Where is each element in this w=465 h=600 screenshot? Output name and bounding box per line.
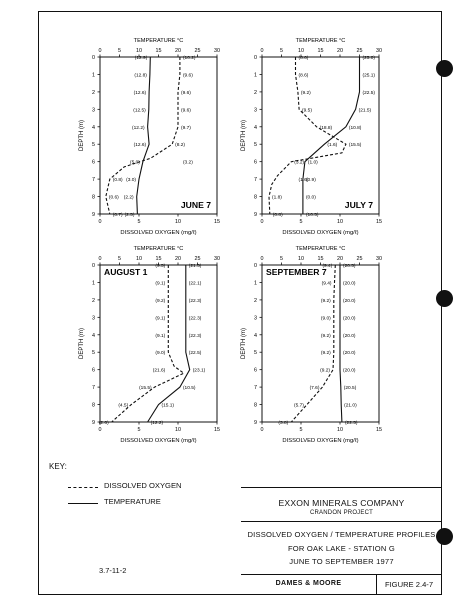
chart4-temperature-data-label: (20.0) — [343, 298, 356, 304]
key-temperature: TEMPERATURE — [104, 497, 161, 506]
chart4-depth-tick-label: 5 — [254, 350, 257, 357]
chart2-do-data-label: (9.5) — [302, 108, 312, 114]
chart1-temperature-tick-label: 15 — [155, 48, 162, 54]
chart2-depth-tick-label: 6 — [254, 159, 257, 166]
chart3-do-data-label: (9.1) — [155, 333, 166, 339]
chart3-temperature-tick-label: 0 — [98, 256, 102, 262]
chart3-plot-frame — [100, 265, 217, 422]
page-number: 3.7-11-2 — [99, 566, 127, 575]
chart3-temperature-tick-label: 30 — [214, 256, 220, 262]
chart2-depth-tick-label: 3 — [254, 107, 257, 114]
chart2-temperature-data-label: (0.0) — [305, 195, 316, 201]
chart4-temperature-tick-label: 15 — [317, 256, 324, 262]
figure-title-line2: FOR OAK LAKE - STATION G — [287, 544, 396, 553]
chart4-depth-axis-label: DEPTH (m) — [241, 328, 247, 359]
chart1-do-tick-label: 5 — [137, 219, 141, 225]
chart2-depth-tick-label: 7 — [254, 177, 257, 184]
chart1-do-axis-label: DISSOLVED OXYGEN (mg/ℓ) — [120, 230, 197, 236]
chart4-do-tick-label: 15 — [376, 427, 382, 433]
key-solid-line — [68, 503, 98, 504]
chart3-do-axis-label: DISSOLVED OXYGEN (mg/ℓ) — [120, 438, 197, 444]
chart2-depth-tick-label: 1 — [254, 72, 257, 79]
chart3-temperature-line — [148, 265, 190, 422]
chart4-depth-tick-label: 7 — [254, 385, 257, 392]
chart1-temperature-tick-label: 0 — [98, 48, 102, 54]
figure-title-line1: DISSOLVED OXYGEN / TEMPERATURE PROFILES — [247, 530, 436, 539]
chart4-do-data-label: (9.0) — [320, 316, 331, 322]
chart4-do-data-label: (9.2) — [320, 298, 331, 304]
chart3-depth-axis-label: DEPTH (m) — [79, 328, 85, 359]
chart2-do-data-label: (8.6) — [298, 73, 309, 79]
chart1-depth-axis-label: DEPTH (m) — [79, 120, 85, 151]
chart4-do-data-label: (9.2) — [320, 351, 331, 357]
chart1-depth-tick-label: 6 — [92, 159, 95, 166]
chart4-depth-tick-label: 0 — [254, 263, 257, 269]
chart2-do-data-label: (1.6) — [298, 178, 309, 184]
chart1-do-data-label: (8.2) — [175, 143, 186, 149]
chart2-temperature-data-label: (25.0) — [362, 56, 376, 61]
chart4-temperature-data-label: (20.0) — [343, 281, 356, 287]
chart2-do-axis-label: DISSOLVED OXYGEN (mg/ℓ) — [282, 230, 359, 236]
chart1-temperature-tick-label: 20 — [175, 48, 181, 54]
chart4-plot-frame — [262, 265, 379, 422]
chart3-depth-tick-label: 7 — [92, 385, 95, 392]
company-name: EXXON MINERALS COMPANY — [278, 498, 405, 508]
chart1-temperature-tick-label: 5 — [118, 48, 121, 54]
chart1-do-data-label: (9.6) — [182, 73, 193, 79]
chart4-temperature-data-label: (20.0) — [343, 368, 356, 374]
chart4-depth-tick-label: 6 — [254, 367, 257, 374]
chart1-temperature-data-label: (3.0) — [126, 178, 136, 184]
chart2-depth-tick-label: 0 — [254, 55, 257, 61]
chart3-do-tick-label: 5 — [137, 427, 141, 433]
chart1-depth-tick-label: 0 — [92, 55, 95, 61]
chart4-do-data-label: (9.4) — [322, 264, 333, 269]
chart3-dissolved-oxygen-line — [112, 265, 184, 422]
chart4-temperature-line — [340, 265, 342, 422]
chart3-do-data-label: (4.5) — [118, 403, 129, 409]
chart2-do-data-label: (15.5) — [348, 143, 362, 149]
chart4-temperature-data-label: (20.0) — [343, 316, 356, 322]
chart4-temperature-data-label: (20.0) — [343, 351, 356, 357]
chart3-temperature-data-label: (15.1) — [161, 403, 175, 409]
chart4-dissolved-oxygen-line — [291, 265, 335, 422]
chart2-temperature-tick-label: 10 — [298, 48, 304, 54]
chart2-temperature-data-label: (10.8) — [348, 125, 362, 131]
chart2-do-tick-label: 10 — [337, 219, 343, 225]
chart1-dissolved-oxygen-line — [106, 57, 180, 214]
chart3-temperature-data-label: (22.3) — [188, 333, 202, 339]
chart2-do-tick-label: 5 — [299, 219, 303, 225]
chart2-depth-tick-label: 2 — [254, 89, 257, 96]
chart2-temperature-tick-label: 25 — [356, 48, 363, 54]
chart4-do-data-label: (5.7) — [293, 403, 304, 409]
chart3-temperature-data-label: (22.3) — [188, 316, 202, 322]
chart3-temperature-data-label: (22.5) — [188, 351, 202, 357]
chart4-temperature-data-label: (20.0) — [343, 333, 356, 339]
chart1-temperature-data-label: (2.2) — [123, 195, 134, 201]
chart3-depth-tick-label: 4 — [92, 332, 95, 339]
chart4-temperature-tick-label: 25 — [356, 256, 363, 262]
chart4-do-data-label: (9.2) — [320, 333, 331, 339]
chart4-temperature-data-label: (21.0) — [344, 403, 357, 409]
chart3-depth-tick-label: 5 — [92, 350, 95, 357]
chart1-do-data-label: (3.2) — [182, 160, 193, 166]
chart1-temperature-data-label: (12.6) — [133, 143, 147, 149]
chart3-temperature-tick-label: 20 — [175, 256, 181, 262]
chart1-depth-tick-label: 1 — [92, 72, 95, 79]
chart1-temperature-data-label: (12.5) — [133, 108, 146, 114]
consultant-name: DAMES & MOORE — [275, 580, 342, 587]
chart2-temperature-data-label: (1.0) — [307, 160, 318, 166]
chart2-temperature-tick-label: 20 — [337, 48, 343, 54]
chart3-temperature-axis-label: TEMPERATURE °C — [133, 246, 184, 252]
chart1-depth-tick-label: 7 — [92, 177, 95, 184]
chart3-temperature-data-label: (22.1) — [188, 281, 202, 287]
chart4-do-data-label: (7.6) — [309, 386, 320, 392]
chart1-temperature-tick-label: 10 — [136, 48, 142, 54]
chart3-title: AUGUST 1 — [104, 267, 148, 277]
figure-number: FIGURE 2.4-7 — [384, 580, 434, 589]
chart2-depth-axis-label: DEPTH (m) — [241, 120, 247, 151]
chart2-do-data-label: (18.8) — [319, 125, 333, 131]
chart3-do-data-label: (9.0) — [155, 351, 166, 357]
chart3-depth-tick-label: 0 — [92, 263, 95, 269]
chart4-do-tick-label: 5 — [299, 427, 303, 433]
chart3-depth-tick-label: 6 — [92, 367, 95, 374]
chart1-temperature-data-label: (12.9) — [134, 56, 148, 61]
chart1-temperature-data-label: (12.2) — [132, 125, 145, 131]
chart3-temperature-tick-label: 25 — [194, 256, 201, 262]
chart2-plot-frame — [262, 57, 379, 214]
chart4-depth-tick-label: 9 — [254, 420, 257, 426]
chart2-depth-tick-label: 4 — [254, 124, 257, 131]
chart1-title: JUNE 7 — [180, 200, 211, 210]
project-name: CRANDON PROJECT — [309, 510, 373, 516]
chart1-temperature-axis-label: TEMPERATURE °C — [133, 38, 184, 44]
chart3-depth-tick-label: 2 — [92, 297, 95, 304]
chart1-depth-tick-label: 9 — [92, 212, 95, 218]
chart1-temperature-tick-label: 30 — [214, 48, 220, 54]
chart2-depth-tick-label: 5 — [254, 142, 257, 149]
figure-title-line3: JUNE TO SEPTEMBER 1977 — [289, 557, 394, 566]
chart4-title: SEPTEMBER 7 — [266, 267, 327, 277]
chart2-temperature-data-label: (21.5) — [358, 108, 372, 114]
chart2-temperature-data-label: (25.1) — [362, 73, 376, 79]
key-dashed-line — [68, 487, 98, 488]
chart4-depth-tick-label: 8 — [254, 402, 257, 409]
chart2-do-data-label: (3.2) — [294, 160, 305, 166]
chart3-do-data-label: (9.5) — [155, 264, 166, 269]
chart3-do-tick-label: 10 — [175, 427, 181, 433]
chart2-temperature-tick-label: 5 — [280, 48, 283, 54]
chart2-do-data-label: (9.2) — [300, 90, 311, 96]
chart3-depth-tick-label: 3 — [92, 315, 95, 322]
chart1-do-data-label: (9.7) — [181, 125, 191, 131]
chart2-do-data-label: (0.8) — [272, 213, 283, 218]
chart2-temperature-axis-label: TEMPERATURE °C — [295, 38, 346, 44]
chart4-temperature-data-label: (22.5) — [344, 421, 358, 426]
chart4-do-data-label: (9.4) — [321, 281, 332, 287]
chart4-temperature-tick-label: 30 — [376, 256, 382, 262]
chart3-temperature-tick-label: 15 — [155, 256, 162, 262]
chart4-temperature-axis-label: TEMPERATURE °C — [295, 246, 346, 252]
chart4-temperature-tick-label: 5 — [280, 256, 283, 262]
chart2-temperature-data-label: (0.9) — [305, 178, 316, 184]
chart4-depth-tick-label: 2 — [254, 297, 257, 304]
chart3-do-data-label: (15.5) — [139, 386, 152, 392]
chart3-do-tick-label: 15 — [214, 427, 220, 433]
chart1-depth-tick-label: 2 — [92, 89, 95, 96]
chart2-depth-tick-label: 9 — [254, 212, 257, 218]
chart1-do-data-label: (0.6) — [108, 195, 119, 201]
chart4-depth-tick-label: 4 — [254, 332, 257, 339]
chart3-depth-tick-label: 8 — [92, 402, 95, 409]
chart1-temperature-data-label: (2.5) — [124, 213, 135, 218]
title-block-top-rule — [241, 487, 442, 488]
chart2-depth-tick-label: 8 — [254, 194, 257, 201]
chart2-do-data-label: (8.6) — [298, 56, 309, 61]
chart3-temperature-tick-label: 10 — [136, 256, 142, 262]
chart1-do-data-label: (9.6) — [181, 108, 191, 114]
chart3-depth-tick-label: 9 — [92, 420, 95, 426]
chart4-temperature-tick-label: 20 — [337, 256, 343, 262]
chart3-temperature-data-label: (21.5) — [188, 264, 202, 269]
chart1-temperature-data-label: (12.8) — [134, 73, 147, 79]
chart2-temperature-data-label: (10.5) — [305, 213, 319, 218]
chart4-depth-tick-label: 3 — [254, 315, 257, 322]
chart2-title: JULY 7 — [344, 200, 373, 210]
chart3-do-data-label: (2.6) — [98, 421, 109, 426]
chart1-do-data-label: (10.2) — [182, 56, 196, 61]
chart1-plot-frame — [100, 57, 217, 214]
chart3-do-data-label: (9.1) — [155, 281, 166, 287]
chart1-depth-tick-label: 8 — [92, 194, 95, 201]
title-block-mid-rule — [241, 521, 442, 522]
chart1-do-data-label: (0.8) — [112, 178, 123, 184]
chart2-do-tick-label: 0 — [260, 219, 264, 225]
chart4-do-data-label: (9.2) — [320, 368, 330, 374]
chart1-temperature-data-label: (12.6) — [133, 90, 147, 96]
chart2-temperature-data-label: (22.5) — [362, 90, 376, 96]
chart3-temperature-data-label: (10.5) — [182, 386, 196, 392]
chart1-temperature-data-label: (5.0) — [130, 160, 140, 166]
chart2-temperature-tick-label: 15 — [317, 48, 324, 54]
chart4-temperature-data-label: (20.5) — [343, 386, 357, 392]
chart3-depth-tick-label: 1 — [92, 280, 95, 287]
chart3-do-tick-label: 0 — [98, 427, 102, 433]
chart2-temperature-tick-label: 0 — [260, 48, 264, 54]
chart3-temperature-data-label: (22.3) — [188, 298, 202, 304]
chart4-depth-tick-label: 1 — [254, 280, 257, 287]
chart1-depth-tick-label: 3 — [92, 107, 95, 114]
chart1-depth-tick-label: 5 — [92, 142, 95, 149]
chart4-do-axis-label: DISSOLVED OXYGEN (mg/ℓ) — [282, 438, 359, 444]
chart1-do-data-label: (0.7) — [112, 213, 123, 218]
chart1-depth-tick-label: 4 — [92, 124, 95, 131]
chart4-temperature-tick-label: 0 — [260, 256, 264, 262]
chart1-do-tick-label: 0 — [98, 219, 102, 225]
key-title: KEY: — [49, 462, 67, 471]
chart2-temperature-data-label: (1.6) — [327, 143, 338, 149]
chart4-do-tick-label: 10 — [337, 427, 343, 433]
chart3-temperature-tick-label: 5 — [118, 256, 121, 262]
title-block-bottom-rule — [241, 574, 442, 575]
title-block — [241, 487, 442, 595]
chart1-do-data-label: (9.6) — [181, 90, 191, 96]
chart4-do-tick-label: 0 — [260, 427, 264, 433]
chart1-do-tick-label: 10 — [175, 219, 181, 225]
chart4-do-data-label: (3.8) — [278, 421, 289, 426]
key-dissolved-oxygen: DISSOLVED OXYGEN — [104, 481, 182, 490]
chart3-do-data-label: (21.6) — [152, 368, 166, 374]
chart3-temperature-data-label: (23.1) — [192, 368, 206, 374]
chart3-temperature-data-label: (12.2) — [150, 421, 164, 426]
chart2-do-data-label: (1.8) — [272, 195, 282, 201]
chart3-do-data-label: (9.1) — [155, 316, 166, 322]
chart3-do-data-label: (9.2) — [155, 298, 166, 304]
chart4-temperature-tick-label: 10 — [298, 256, 304, 262]
chart2-do-tick-label: 15 — [376, 219, 382, 225]
chart1-do-tick-label: 15 — [214, 219, 220, 225]
chart1-temperature-tick-label: 25 — [194, 48, 201, 54]
chart2-temperature-tick-label: 30 — [376, 48, 382, 54]
chart4-temperature-data-label: (20.5) — [343, 264, 356, 269]
